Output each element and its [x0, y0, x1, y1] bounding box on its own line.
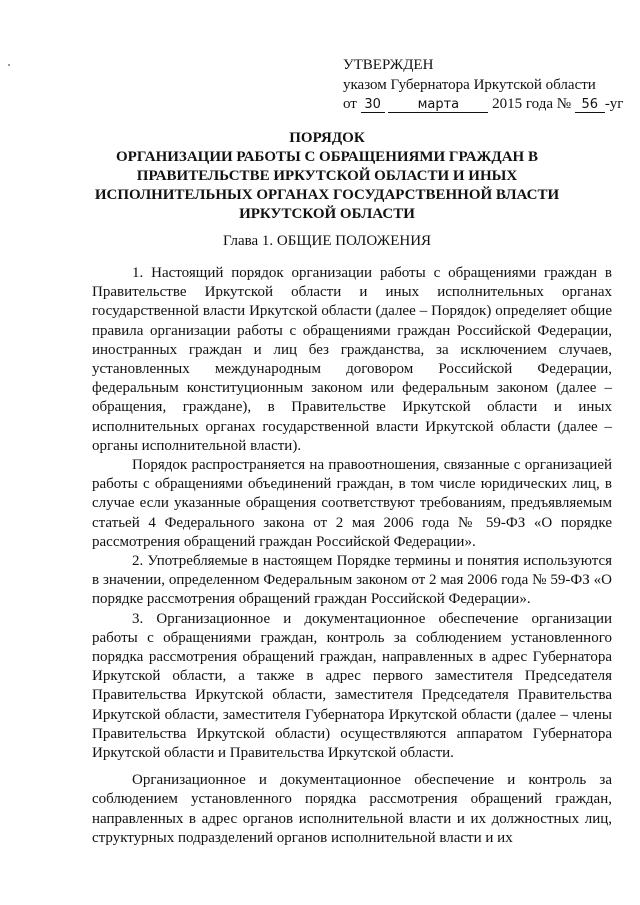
document-title [92, 129, 562, 224]
date-year: 2015 года № [492, 96, 572, 112]
scan-artifact [8, 64, 10, 66]
paragraph-1: 1. Настоящий порядок организации работы с обращениями граждан в Правительстве Иркутской области и иных исполнительных органах государственной власти Иркутской области (далее – Порядок) определяет общие правила организации работы с обращениями граждан Российской Федерации, иностранных граждан и лиц без гражданства, за исключением случаев, установленных международным договором Российской Федерации, федеральным конституционным законом или федеральным законом (далее – обращения, граждане), в Правительстве Иркутской области и иных исполнительных органах государственной власти Иркутской области (далее – органы исполнительной власти). [92, 265, 612, 454]
chapter-heading: Глава 1. ОБЩИЕ ПОЛОЖЕНИЯ [222, 233, 432, 249]
approval-date-line [343, 95, 624, 115]
approval-decree: указом Губернатора Иркутской области [343, 76, 596, 93]
decree-suffix: -уг [604, 96, 624, 112]
title-line-5: ИРКУТСКОЙ ОБЛАСТИ [239, 206, 415, 222]
approval-heading: УТВЕРЖДЕН [343, 57, 434, 73]
paragraph-5: Организационное и документационное обеспечение и контроль за соблюдением установленного порядка рассмотрения обращений граждан, направленных в адрес органов исполнительной власти и их должностных лиц, структурных подразделений органов исполнительной власти и их [92, 772, 612, 846]
decree-number: 56 [575, 98, 605, 113]
approval-stamp [343, 56, 624, 115]
date-month: марта [388, 98, 488, 113]
title-line-4: ИСПОЛНИТЕЛЬНЫХ ОРГАНАХ ГОСУДАРСТВЕННОЙ ВЛАСТИ [94, 187, 560, 203]
date-prefix: от [343, 96, 357, 112]
paragraph-4: 3. Организационное и документационное обеспечение организации работы с обращениями граждан, контроль за соблюдением установленного порядка рассмотрения обращений граждан, направленных в адрес Губернатора Иркутской области, а также в адрес первого заместителя Председателя Правительства Иркутской области, заместителя Председателя Правительства Иркутской области, заместителя Губернатора Иркутской области (далее – члены Правительства Иркутской области) осуществляются аппаратом Губернатора Иркутской области и Правительства Иркутской области. [92, 610, 612, 762]
date-day: 30 [361, 98, 385, 113]
paragraph-2: Порядок распространяется на правоотношения, связанные с организацией работы с обращениями объединений граждан, в том числе юридических лиц, в случае если указанные обращения соответствуют требованиям, предъявляемым статьей 4 Федерального закона от 2 мая 2006 года № 59-ФЗ «О порядке рассмотрения обращений граждан Российской Федерации». [92, 457, 612, 550]
title-line-3: ПРАВИТЕЛЬСТВЕ ИРКУТСКОЙ ОБЛАСТИ И ИНЫХ [136, 168, 518, 184]
paragraph-3: 2. Употребляемые в настоящем Порядке термины и понятия используются в значении, определенном Федеральным законом от 2 мая 2006 года № 59-ФЗ «О порядке рассмотрения обращений граждан Российской Федерации». [92, 553, 612, 608]
title-line-2: ОРГАНИЗАЦИИ РАБОТЫ С ОБРАЩЕНИЯМИ ГРАЖДАН В [116, 149, 538, 165]
document-body [92, 264, 612, 848]
title-line-1: ПОРЯДОК [289, 130, 365, 146]
